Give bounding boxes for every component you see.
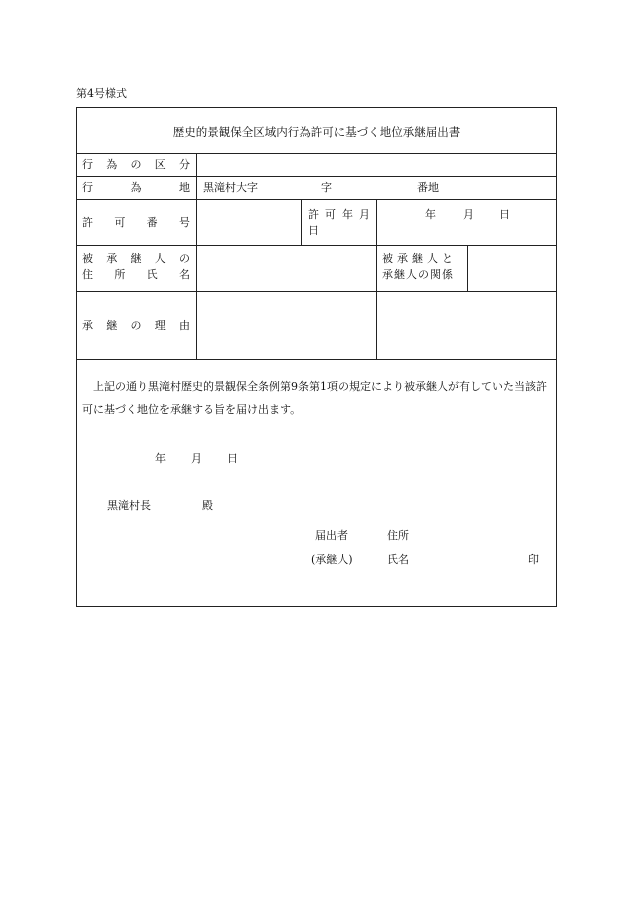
declaration-text: 上記の通り黒滝村歴史的景観保全条例第9条第1項の規定により被承継人が有していた当該許可に基づく地位を承継する旨を届け出ます。 [82,380,547,416]
row-divider [77,176,556,177]
notifier-address-label: 住所 [387,529,409,542]
addressee-honorific: 殿 [202,499,213,512]
addressee-name: 黒滝村長 [107,499,151,512]
permit-date-label-line1: 許可年月 [308,208,376,221]
permit-number-label [82,216,190,230]
column-divider [301,199,302,245]
label-text: 住 所 氏 名 [82,268,190,281]
notifier-name-label: 氏名 [387,553,409,566]
predecessor-label-line1 [82,252,190,266]
act-category-field[interactable] [201,158,551,172]
reason-field[interactable] [201,297,371,355]
permit-date-year: 年 [425,208,436,221]
label-text: 被 承 継 人 の [82,252,190,265]
column-divider [196,153,197,359]
permit-date-label-line2: 日 [308,224,319,237]
notifier-role: (承継人) [311,553,353,566]
form-number: 第4号様式 [76,87,127,100]
form-title: 歴史的景観保全区域内行為許可に基づく地位承継届出書 [172,125,461,139]
row-divider [77,199,556,200]
permit-date-month: 月 [463,208,474,221]
date-month: 月 [191,452,202,465]
act-category-label [82,158,190,172]
relation-field[interactable] [472,251,552,287]
label-text: 許 可 番 号 [82,216,190,229]
act-location-label [82,181,190,195]
column-divider [467,245,468,291]
label-text: 行 為 の 区 分 [82,158,190,171]
reason-extra-field[interactable] [382,297,552,355]
notification-form [76,107,557,607]
row-divider [77,359,556,360]
reason-label [82,319,190,333]
predecessor-label-line2 [82,268,190,282]
predecessor-field[interactable] [201,251,371,287]
seal-mark: 印 [528,553,539,566]
relation-label-line1: 被承継人と [382,252,457,265]
act-location-banchi: 番地 [417,181,439,194]
permit-number-field[interactable] [201,205,297,241]
date-day: 日 [227,452,238,465]
date-year: 年 [155,452,166,465]
act-location-aza: 字 [321,181,332,194]
permit-date-day: 日 [499,208,510,221]
act-location-prefix: 黒滝村大字 [203,181,258,194]
row-divider [77,291,556,292]
notifier-label: 届出者 [315,529,348,542]
label-text: 行 為 地 [82,181,190,194]
row-divider [77,153,556,154]
row-divider [77,245,556,246]
relation-label-line2: 承継人の関係 [382,268,454,281]
column-divider [376,199,377,359]
label-text: 承 継 の 理 由 [82,319,190,332]
